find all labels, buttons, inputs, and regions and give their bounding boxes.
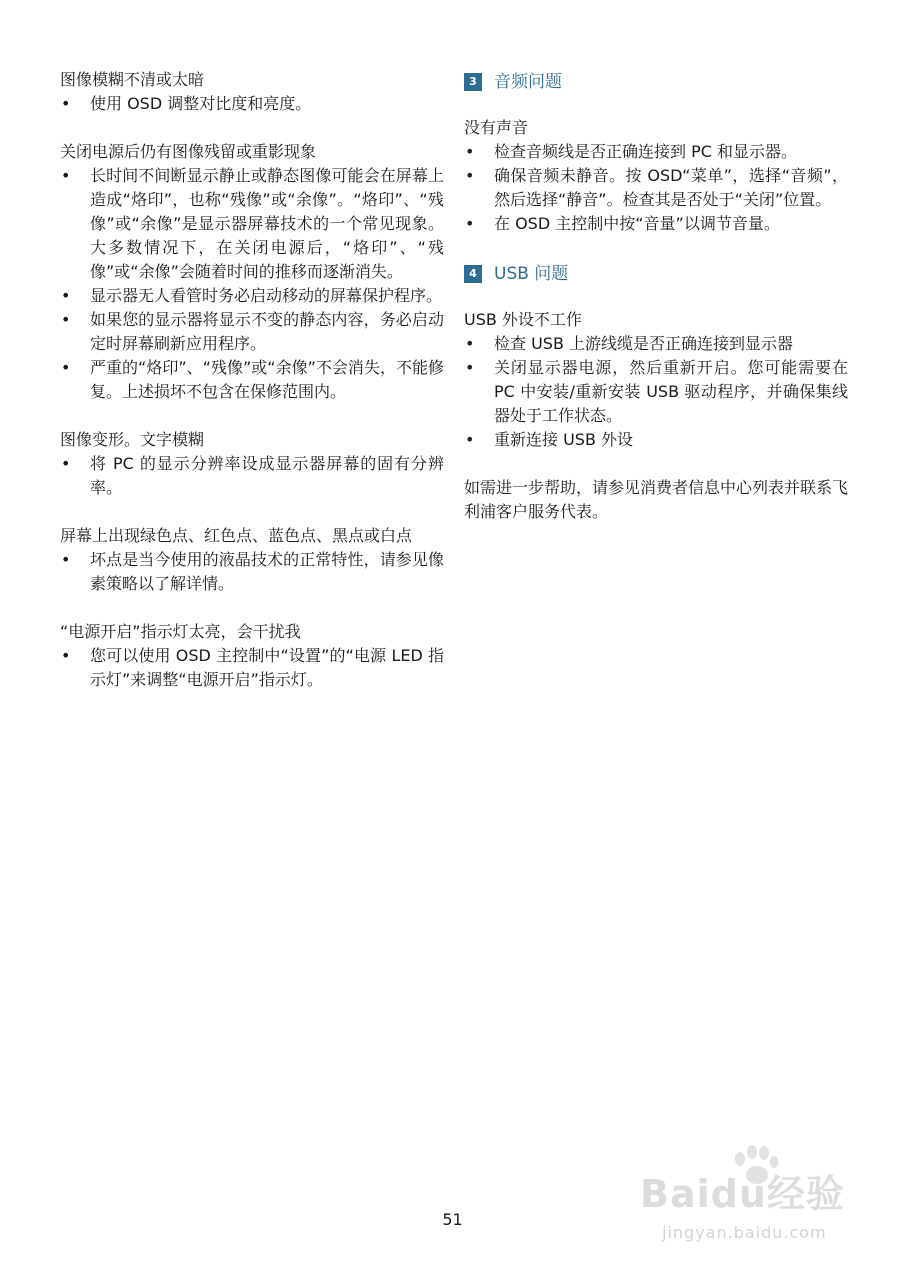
section-title-usb <box>464 260 848 288</box>
faq-distorted-image <box>60 428 444 500</box>
bullet-list <box>464 140 848 236</box>
bullet-list <box>464 332 848 452</box>
list-item: • 重新连接 USB 外设 <box>464 428 848 452</box>
bullet-list <box>60 92 444 116</box>
faq-heading: 关闭电源后仍有图像残留或重影现象 <box>60 142 317 161</box>
list-item: • 显示器无人看管时务必启动移动的屏幕保护程序。 <box>60 284 444 308</box>
list-item: • 您可以使用 OSD 主控制中“设置”的“电源 LED 指示灯”来调整“电源开启”指示灯。 <box>60 644 444 692</box>
bullet-list <box>60 644 444 692</box>
faq-heading: 屏幕上出现绿色点、红色点、蓝色点、黑点或白点 <box>60 526 413 545</box>
faq-power-led <box>60 620 444 692</box>
list-item: • 将 PC 的显示分辨率设成显示器屏幕的固有分辨率。 <box>60 452 444 500</box>
list-item: • 关闭显示器电源，然后重新开启。您可能需要在 PC 中安装/重新安装 USB 驱动程序，并确保集线器处于工作状态。 <box>464 356 848 428</box>
help-paragraph: 如需进一步帮助，请参见消费者信息中心列表并联系飞利浦客户服务代表。 <box>464 478 849 521</box>
baidu-watermark <box>640 1145 870 1255</box>
watermark-logo: Baidu经验 <box>640 1172 845 1216</box>
section-title-text: 音频问题 <box>494 72 562 92</box>
list-item: • 严重的“烙印”、“残像”或“余像”不会消失，不能修复。上述损坏不包含在保修范围内。 <box>60 356 444 404</box>
watermark-url: jingyan.baidu.com <box>662 1223 827 1242</box>
list-item: • 检查 USB 上游线缆是否正确连接到显示器 <box>464 332 848 356</box>
section-number-badge: 3 <box>464 73 482 91</box>
list-item: • 坏点是当今使用的液晶技术的正常特性，请参见像素策略以了解详情。 <box>60 548 444 596</box>
bullet-list <box>60 548 444 596</box>
bullet-list <box>60 452 444 500</box>
list-item: • 在 OSD 主控制中按“音量”以调节音量。 <box>464 212 848 236</box>
faq-dead-pixels <box>60 524 444 596</box>
section-title-text: USB 问题 <box>494 264 569 284</box>
page-number: 51 <box>442 1210 463 1229</box>
faq-heading: 图像变形。文字模糊 <box>60 430 205 449</box>
left-column <box>60 68 444 716</box>
faq-heading: USB 外设不工作 <box>464 310 582 329</box>
faq-heading: 图像模糊不清或太暗 <box>60 70 205 89</box>
list-item: • 如果您的显示器将显示不变的静态内容，务必启动定时屏幕刷新应用程序。 <box>60 308 444 356</box>
bullet-list <box>60 164 444 404</box>
list-item: • 检查音频线是否正确连接到 PC 和显示器。 <box>464 140 848 164</box>
faq-heading: “电源开启”指示灯太亮，会干扰我 <box>60 622 301 641</box>
section-title-audio <box>464 68 848 96</box>
list-item: • 长时间不间断显示静止或静态图像可能会在屏幕上造成“烙印”，也称“残像”或“余像”。“烙印”、“残像”或“余像”是显示器屏幕技术的一个常见现象。大多数情况下，在关闭电源后，“烙印”、“残像”或“余像”会随着时间的推移而逐渐消失。 <box>60 164 444 284</box>
faq-heading: 没有声音 <box>464 118 529 137</box>
faq-blurry-image <box>60 68 444 116</box>
faq-no-sound <box>464 116 848 236</box>
list-item: • 使用 OSD 调整对比度和亮度。 <box>60 92 444 116</box>
section-number-badge: 4 <box>464 265 482 283</box>
faq-image-retention <box>60 140 444 404</box>
faq-usb-not-working <box>464 308 848 452</box>
right-column <box>464 68 848 524</box>
list-item: • 确保音频未静音。按 OSD“菜单”，选择“音频”，然后选择“静音”。检查其是否处于“关闭”位置。 <box>464 164 848 212</box>
